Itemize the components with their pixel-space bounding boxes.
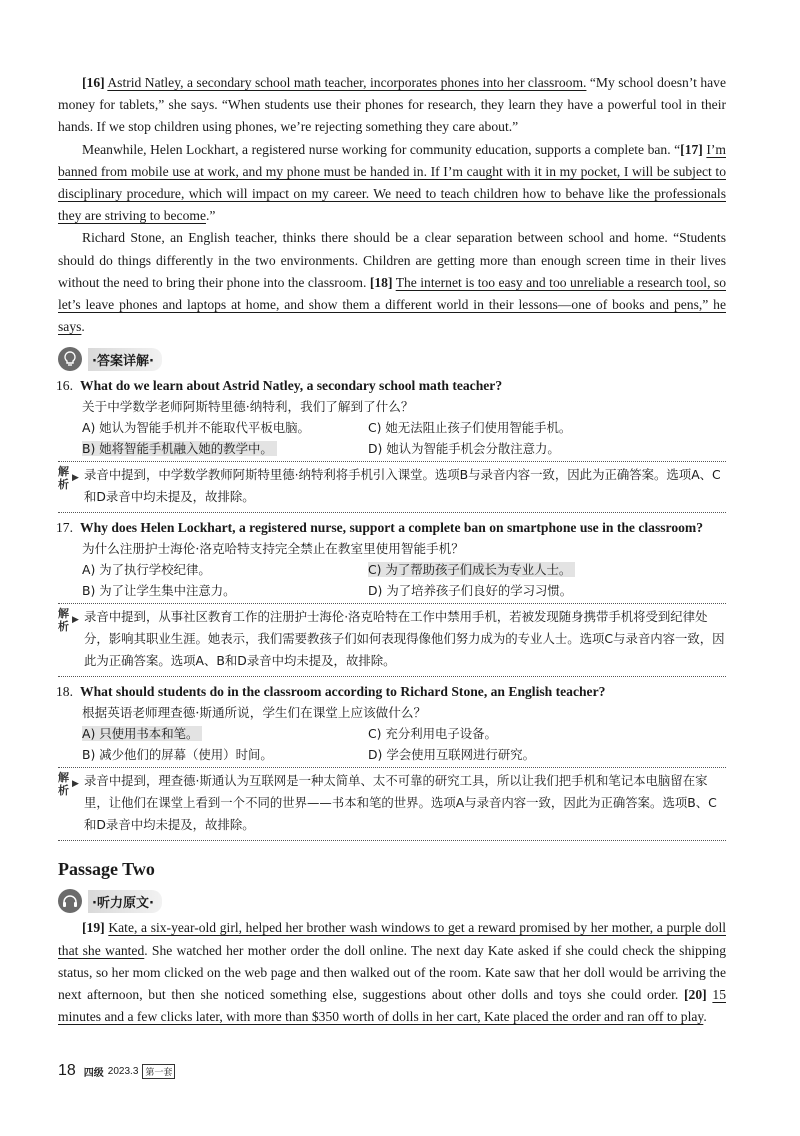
page-number: 18 <box>58 1062 76 1079</box>
marker-16: [16] <box>82 75 105 90</box>
analysis-18 <box>58 767 726 841</box>
arrow-icon: ▶ <box>72 779 79 790</box>
paragraph-17-end: .” <box>205 208 216 224</box>
question-number: 17. <box>56 520 73 536</box>
question-text-zh: 根据英语老师理查德·斯通所说，学生们在课堂上应该做什么？ <box>82 705 427 721</box>
arrow-icon: ▶ <box>72 473 79 484</box>
option-d: D) 她认为智能手机会分散注意力。 <box>368 441 560 457</box>
underlined-17: I’m banned from mobile use at work, and my phone must be handed in. If I’m caught with it in my pocket, I will be subject to disciplinary procedure, which will impact on my career. We need to teach children how to behave like the professionals they are striving to become <box>58 141 726 224</box>
analysis-16 <box>58 461 726 513</box>
analysis-text: 录音中提到，中学数学教师阿斯特里德·纳特利将手机引入课堂。选项B与录音内容一致，因此为正确答案。选项A、C和D录音中均未提及，故排除。 <box>84 467 721 505</box>
page-content <box>58 72 726 1028</box>
question-text-en: What do we learn about Astrid Natley, a secondary school math teacher? <box>80 378 503 394</box>
underlined-18: The internet is too easy and too unreliable a research tool, so let’s leave phones and laptops at home, and show them a different world in their lessons—one of books and pens,” he says <box>58 274 726 335</box>
paragraph-20-end: . <box>703 1009 707 1025</box>
answers-tag <box>58 347 726 371</box>
footer-brand: 四级 <box>83 1067 104 1079</box>
question-18 <box>58 681 726 841</box>
answers-tag-label: ·答案详解· <box>88 348 162 371</box>
footer-date: 2023.3 <box>107 1065 139 1077</box>
analysis-label: 解析 <box>58 607 69 634</box>
question-number: 16. <box>56 378 73 394</box>
marker-20: [20] <box>684 987 707 1003</box>
question-text-en: Why does Helen Lockhart, a registered nurse, support a complete ban on smartphone use in the classroom? <box>80 520 704 536</box>
arrow-icon: ▶ <box>72 615 79 626</box>
analysis-text: 录音中提到，从事社区教育工作的注册护士海伦·洛克哈特在工作中禁用手机，若被发现随身携带手机将受到纪律处分，影响其职业生涯。她表示，我们需要教孩子们如何表现得像他们努力成为的专业人士。选项C与录音内容一致，因此为正确答案。选项A、B和D录音中均未提及，故排除。 <box>84 609 725 669</box>
paragraph-16 <box>58 72 726 139</box>
paragraph-18-start: Richard Stone, an English teacher, thinks there should be a clear separation between school and home. “Students should do things differently in the two environments. Children are getting more than enough screen time in their lives without the need to bring their phone into the classroom. <box>58 230 726 290</box>
underlined-16: Astrid Natley, a secondary school math teacher, incorporates phones into her classroom. <box>107 75 587 90</box>
question-16 <box>58 375 726 513</box>
underlined-19: Kate, a six-year-old girl, helped her brother wash windows to get a reward promised by her mother, a purple doll that she wanted <box>58 920 726 958</box>
footer-set-label: 第一套 <box>142 1064 175 1079</box>
question-17 <box>58 517 726 677</box>
paragraph-19 <box>58 917 726 1028</box>
analysis-text: 录音中提到，理查德·斯通认为互联网是一种太简单、太不可靠的研究工具，所以让我们把手机和笔记本电脑留在家里，让他们在课堂上看到一个不同的世界——书本和笔的世界。选项A与录音内容一致，因此为正确答案。选项B、C和D录音中均未提及，故排除。 <box>84 773 717 833</box>
passage-two-title: Passage Two <box>58 859 155 880</box>
option-c: C) 她无法阻止孩子们使用智能手机。 <box>368 420 572 436</box>
option-d: D) 为了培养孩子们良好的学习习惯。 <box>368 583 573 599</box>
option-a: A) 为了执行学校纪律。 <box>82 562 211 578</box>
marker-17: [17] <box>680 141 703 157</box>
transcript-tag-label: ·听力原文· <box>88 890 162 913</box>
underlined-20: 15 minutes and a few clicks later, with more than $350 worth of dolls in her cart, Kate placed the order and ran off to play <box>58 987 726 1025</box>
page-footer <box>58 1062 175 1080</box>
paragraph-18-end: . <box>81 319 85 335</box>
analysis-label: 解析 <box>58 771 69 798</box>
question-text-zh: 为什么注册护士海伦·洛克哈特支持完全禁止在教室里使用智能手机？ <box>82 541 464 557</box>
option-c-correct: C) 为了帮助孩子们成长为专业人士。 <box>368 559 668 580</box>
transcript-tag <box>58 889 726 913</box>
question-text-zh: 关于中学数学老师阿斯特里德·纳特利，我们了解到了什么？ <box>82 399 414 415</box>
option-b-correct: B) 她将智能手机融入她的教学中。 <box>82 438 368 459</box>
option-a: A) 她认为智能手机并不能取代平板电脑。 <box>82 420 310 436</box>
analysis-label: 解析 <box>58 465 69 492</box>
option-b: B) 减少他们的屏幕（使用）时间。 <box>82 747 273 763</box>
analysis-17 <box>58 603 726 677</box>
paragraph-17-start: Meanwhile, Helen Lockhart, a registered nurse working for community education, supports a complete ban. “ <box>82 141 681 157</box>
marker-18: [18] <box>369 274 393 290</box>
option-c: C) 充分利用电子设备。 <box>368 726 497 742</box>
option-a-correct: A) 只使用书本和笔。 <box>82 723 368 744</box>
option-d: D) 学会使用互联网进行研究。 <box>368 747 536 763</box>
headphones-icon <box>58 889 82 913</box>
lightbulb-icon <box>58 347 82 371</box>
question-text-en: What should students do in the classroom according to Richard Stone, an English teacher? <box>80 684 606 700</box>
option-b: B) 为了让学生集中注意力。 <box>82 583 236 599</box>
marker-19: [19] <box>82 920 105 936</box>
question-number: 18. <box>56 684 73 700</box>
paragraph-16-rest: “My school doesn’t have money for tablets,” she says. “When students use their phones for research, they learn they have a powerful tool in their hands. If we stop children using phones, we’re rejecting something they care about.” <box>58 75 727 135</box>
paragraph-19-rest: . She watched her mother order the doll online. The next day Kate asked if she could check the shipping status, so her mom clicked on the web page and then walked out of the room. Kate saw that her doll would be arriving the next afternoon, but then she noticed something else, suggestions about other dolls and toys she could order. <box>58 942 727 1003</box>
paragraph-17 <box>58 139 726 228</box>
paragraph-18 <box>58 227 726 338</box>
